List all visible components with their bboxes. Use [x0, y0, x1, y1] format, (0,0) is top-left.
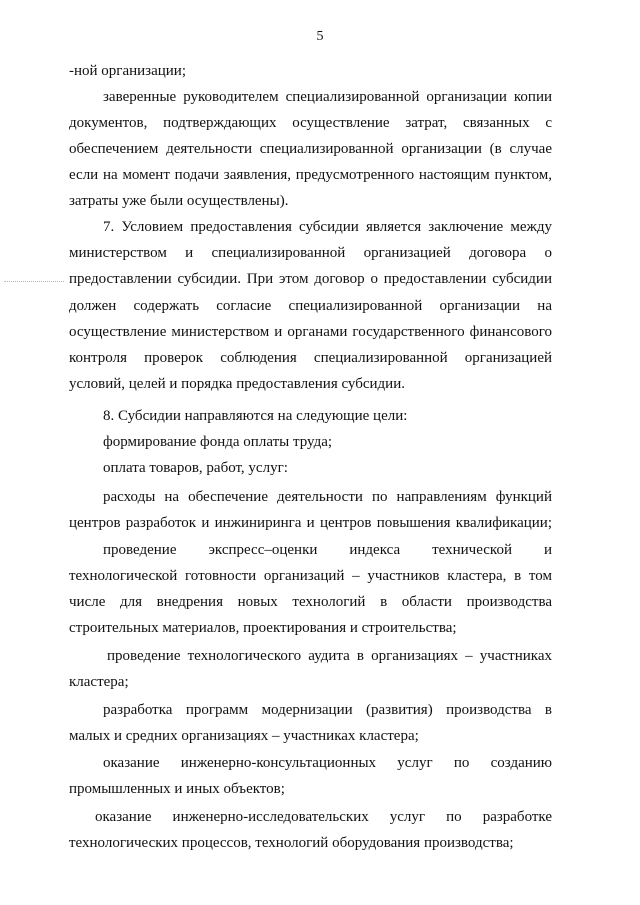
text-line: промышленных и иных объектов;: [69, 781, 285, 797]
text-line: проведение технологического аудита в организациях – участниках: [107, 648, 552, 664]
text-line: строительных материалов, проектирования и строительства;: [69, 620, 457, 636]
text-line: обеспечением деятельности специализированной организации (в случае: [69, 141, 552, 157]
text-line: разработка программ модернизации (развития) производства в: [103, 702, 552, 718]
text-line: проведение экспресс–оценки индекса технической и: [103, 542, 552, 558]
text-line: кластера;: [69, 674, 129, 690]
text-line: оказание инженерно-консультационных услуг по созданию: [103, 755, 552, 771]
text-line: технологических процессов, технологий оборудования производства;: [69, 835, 514, 851]
text-line: условий, целей и порядка предоставления субсидии.: [69, 376, 405, 392]
text-line: расходы на обеспечение деятельности по направлениям функций: [103, 489, 552, 505]
text-line: оплата товаров, работ, услуг:: [103, 460, 288, 476]
page-number: 5: [316, 29, 324, 44]
text-line: технологической готовности организаций – участников кластера, в том: [69, 568, 552, 584]
text-line: должен содержать согласие специализированной организации на: [69, 298, 552, 314]
text-line: малых и средних организациях – участниках кластера;: [69, 728, 419, 744]
text-line: оказание инженерно-исследовательских услуг по разработке: [95, 809, 552, 825]
scan-artifact: [4, 281, 64, 288]
text-line: формирование фонда оплаты труда;: [103, 434, 333, 450]
text-line: затраты уже были осуществлены).: [69, 193, 289, 209]
text-line: -ной организации;: [69, 63, 186, 79]
text-line: министерством и специализированной организацией договора о: [69, 245, 552, 261]
text-line: числе для внедрения новых технологий в области производства: [69, 594, 552, 610]
text-line: 7. Условием предоставления субсидии является заключение между: [103, 219, 552, 235]
text-line: контроля проверок соблюдения специализированной организацией: [69, 350, 552, 366]
text-line: документов, подтверждающих осуществление затрат, связанных с: [69, 115, 552, 131]
text-line: заверенные руководителем специализированной организации копии: [103, 89, 552, 105]
text-line: 8. Субсидии направляются на следующие цели:: [103, 408, 408, 424]
text-line: предоставлении субсидии. При этом договор о предоставлении субсидии: [69, 271, 552, 287]
text-line: центров разработок и инжиниринга и центров повышения квалификации;: [69, 515, 552, 531]
text-line: осуществление министерством и органами государственного финансового: [69, 324, 552, 340]
text-line: если на момент подачи заявления, предусмотренного настоящим пунктом,: [69, 167, 552, 183]
